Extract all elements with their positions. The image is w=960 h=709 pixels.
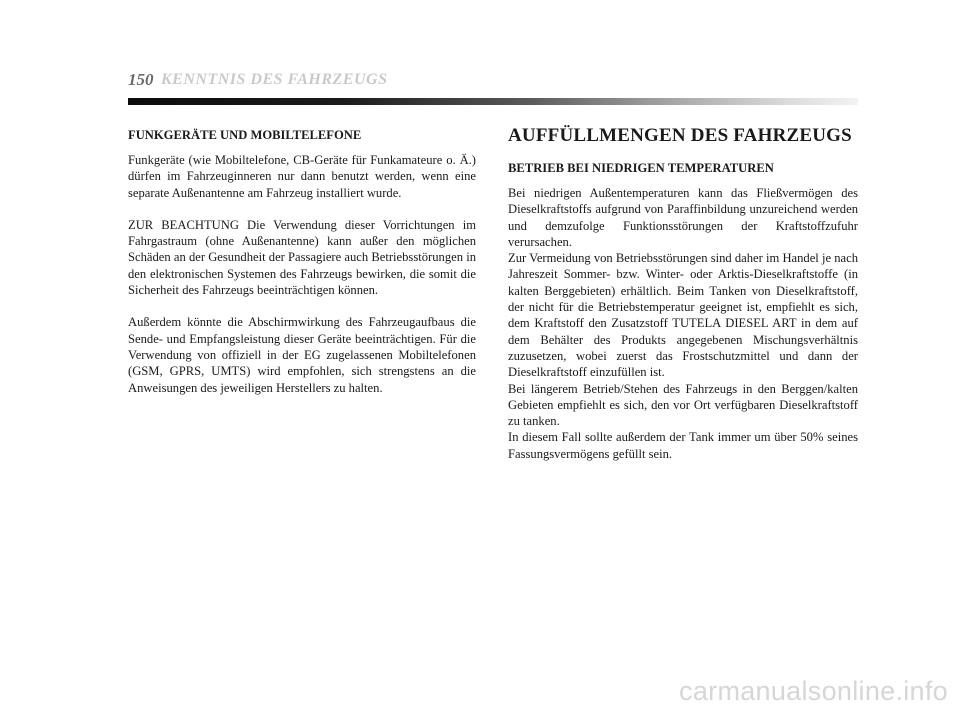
watermark: carmanualsonline.info — [679, 676, 948, 706]
paragraph: Zur Vermeidung von Betriebsstörungen sind daher im Handel je nach Jahreszeit Sommer- bzw. Winter- oder Arktis-Dieselkraftstoffe (in kalten Berggebieten) erhältlich. Beim Tanken von Dieselkraftstoff, der nicht für die Betriebstemperatur geeignet ist, empfiehlt es sich, dem Kraftstoff den Zusatzstoff TUTELA DIESEL ART in dem auf dem Behälter des Produkts angegebenen Mischungsverhältnis zuzusetzen, wobei zuerst das Frostschutzmittel und dann der Dieselkraftstoff einzufüllen ist. — [508, 251, 858, 380]
page-number: 150 — [128, 70, 154, 89]
paragraph: Bei niedrigen Außentemperaturen kann das Fließvermögen des Dieselkraftstoffs aufgrund von Paraffinbildung unzureichend werden und demzufolge Funktionsstörungen der Kraftstoffzufuhr verursachen. — [508, 186, 858, 249]
paragraph: In diesem Fall sollte außerdem der Tank immer um über 50% seines Fassungsvermögens gefüllt sein. — [508, 430, 858, 461]
section-heading-radio: FUNKGERÄTE UND MOBILTELEFONE — [128, 128, 362, 142]
header-rule — [128, 98, 858, 105]
page-header — [128, 70, 858, 94]
right-column — [508, 124, 858, 462]
paragraph: Außerdem könnte die Abschirmwirkung des Fahrzeugaufbaus die Sende- und Empfangsleistung dieser Geräte beeinträchtigen. Für die Verwendung von offiziell in der EG zugelassenen Mobiltelefonen (GSM, GPRS, UMTS) wird empfohlen, sich strengstens an die Anweisungen des jeweiligen Herstellers zu halten. — [128, 315, 476, 395]
section-heading-low-temp: BETRIEB BEI NIEDRIGEN TEMPERATUREN — [508, 161, 774, 175]
paragraph: ZUR BEACHTUNG Die Verwendung dieser Vorrichtungen im Fahrgastraum (ohne Außenantenne) kann außer den möglichen Schäden an der Gesundheit der Passagiere auch Betriebsstörungen in den elektronischen Systemen des Fahrzeugs bewirken, die somit die Sicherheit des Fahrzeugs beeinträchtigen können. — [128, 217, 476, 298]
paragraph: Bei längerem Betrieb/Stehen des Fahrzeugs in den Berggen/kalten Gebieten empfiehlt es sich, den vor Ort verfügbaren Dieselkraftstoff zu tanken. — [508, 381, 858, 429]
left-column — [128, 124, 476, 412]
running-head: KENNTNIS DES FAHRZEUGS — [161, 71, 388, 88]
paragraph: Funkgeräte (wie Mobiltelefone, CB-Geräte für Funkamateure o. Ä.) dürfen im Fahrzeuginneren nur dann benutzt werden, wenn eine separate Außenantenne am Fahrzeug installiert wurde. — [128, 153, 476, 200]
chapter-title: AUFFÜLLMENGEN DES FAHRZEUGS — [508, 125, 852, 146]
